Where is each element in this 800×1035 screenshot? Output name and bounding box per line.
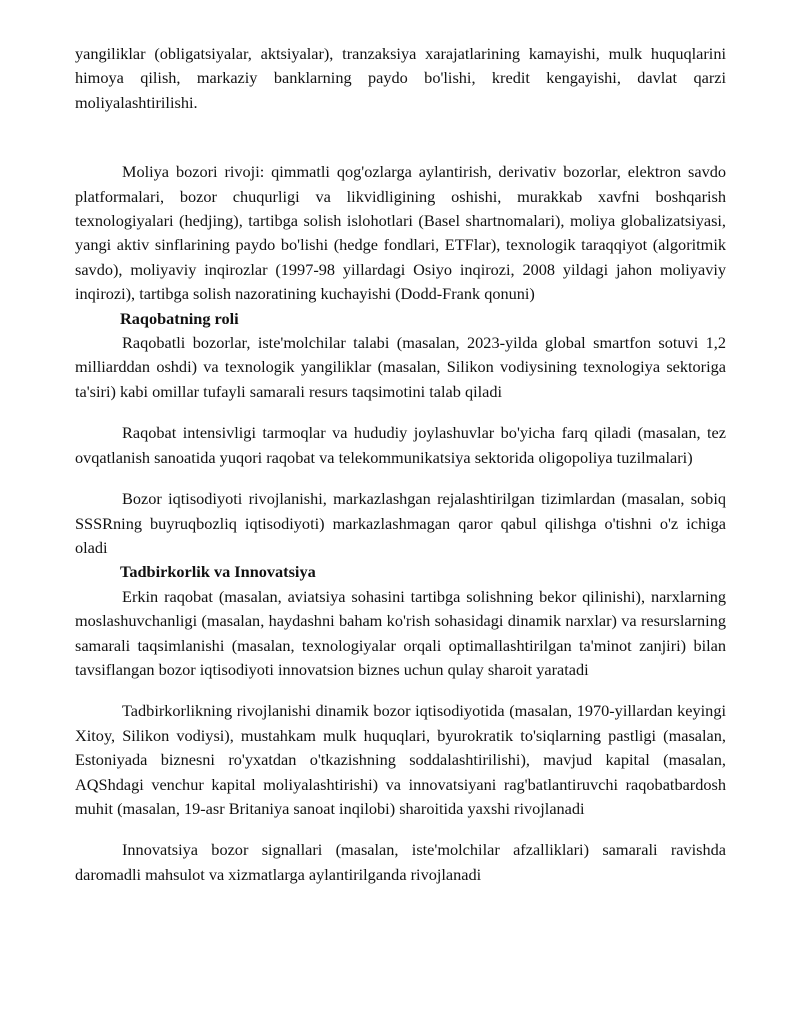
paragraph-continued: yangiliklar (obligatsiyalar, aktsiyalar), tranzaksiya xarajatlarining kamayishi, mulk huquqlarini himoya qilish, markaziy banklarning paydo bo'lishi, kredit kengayishi, davlat qarzi moliyalashtirilishi. [75, 44, 726, 112]
paragraph-entrepreneurship-development: Tadbirkorlikning rivojlanishi dinamik bozor iqtisodiyotida (masalan, 1970-yillardan keyingi Xitoy, Silikon vodiysi), mustahkam mulk huquqlari, byurokratik to'siqlarning pastligi (masalan, Estoniyada biznesni ro'yxatdan o'tkazishning soddalashtirilishi), mavjud kapital (masalan, AQShdagi venchur kapital moliyalashtirishi) va innovatsiyani rag'batlantiruvchi raqobatbardosh muhit (masalan, 19-asr Britaniya sanoat inqilobi) sharoitida yaxshi rivojlanadi [75, 701, 726, 818]
paragraph-market-economy-development: Bozor iqtisodiyoti rivojlanishi, markazlashgan rejalashtirilgan tizimlardan (masalan, sobiq SSSRning buyruqbozliq iqtisodiyoti) markazlashmagan qaror qabul qilishga o'tishni o'z ichiga oladi [75, 489, 726, 557]
paragraph-competitive-markets: Raqobatli bozorlar, iste'molchilar talabi (masalan, 2023-yilda global smartfon sotuvi 1,2 milliarddan oshdi) va texnologik yangiliklar (masalan, Silikon vodiysining texnologiya sektoriga ta'siri) kabi omillar tufayli samarali resurs taqsimotini talab qiladi [75, 333, 726, 401]
paragraph-free-competition: Erkin raqobat (masalan, aviatsiya sohasini tartibga solishning bekor qilinishi), narxlarning moslashuvchanligi (masalan, haydashni baham ko'rish sohasidagi dinamik narxlar) va resurslarning samarali taqsimlanishi (masalan, texnologiyalar orqali optimallashtirilgan ta'minot zanjiri) bilan tavsiflangan bozor iqtisodiyoti innovatsion biznes uchun qulay sharoit yaratadi [75, 586, 726, 679]
paragraph-competition-intensity: Raqobat intensivligi tarmoqlar va hududiy joylashuvlar bo'yicha farq qiladi (masalan, tez ovqatlanish sanoatida yuqori raqobat va telekommunikatsiya sektorida oligopoliya tuzilmalari) [75, 423, 726, 467]
document-page [75, 42, 726, 887]
paragraph-innovation-signals: Innovatsiya bozor signallari (masalan, iste'molchilar afzalliklari) samarali ravishda daromadli mahsulot va xizmatlarga aylantirilganda rivojlanadi [75, 840, 726, 884]
heading-entrepreneurship-innovation: Tadbirkorlik va Innovatsiya [120, 562, 316, 582]
heading-competition-role: Raqobatning roli [120, 308, 239, 328]
paragraph-financial-market: Moliya bozori rivoji: qimmatli qog'ozlarga aylantirish, derivativ bozorlar, elektron savdo platformalari, bozor chuqurligi va likvidligining oshishi, murakkab xavfni boshqarish texnologiyalari (hedjing), tartibga solish islohotlari (Basel shartnomalari), moliya globalizatsiyasi, yangi aktiv sinflarining paydo bo'lishi (hedge fondlari, ETFlar), texnologik taraqqiyot (algoritmik savdo), moliyaviy inqirozlar (1997-98 yillardagi Osiyo inqirozi, 2008 yildagi jahon moliyaviy inqirozi), tartibga solish nazoratining kuchayishi (Dodd-Frank qonuni) [75, 162, 726, 304]
